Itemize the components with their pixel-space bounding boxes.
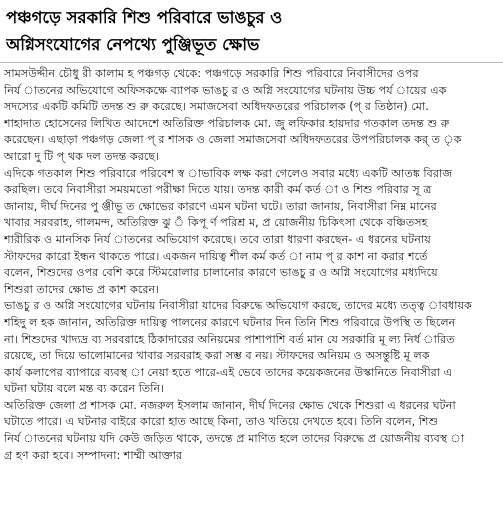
headline-line: পঞ্চগড়ে সরকারি শিশু পরিবারে ভাঙচুর ও [6,8,283,27]
article-headline [6,4,498,58]
body-line: ঘটাতে পারে। এ ঘটনার বাইরে কারো হাত আছে কিনা, তাও খতিয়ে দেখতে হবে। তিনি বলেন, শিশু [4,415,439,429]
body-line: স্টাফদের কারো ইন্ধন থাকতে পারে। একজন দায়িত্ব শীল কর্ম কর্ত া নাম প্ র কাশ না করার শর্তে [4,249,428,263]
headline-line: অগ্নিসংযোগের নেপথ্যে পুঞ্জিভূত ক্ষোভ [6,35,260,54]
paragraph-caretaker [4,298,499,398]
body-line: জানায়, দীর্ঘ দিনের পু ঞ্জীভূ ত ক্ষোভের কারণে এমন ঘটনা ঘটে। তারা জানায়, নিবাসীরা নিম্ন মানের [4,199,437,213]
body-line: গ্র হণ করা হবে। সম্পাদনা: শাম্মী আক্তার [4,448,183,462]
body-line: নির্য াতনের অভিযোগে অফিসকক্ষে ব্যাপক ভাঙচু র ও অগ্নি সংযোগের ঘটনায় উচ্চ পর্য ায়ের এক [4,83,447,97]
paragraph-intro [4,66,499,166]
body-line: করেছেন। এছাড়া পঞ্চগড় জেলা প্ র শাসক ও জেলা সমাজসেবা অধিদফতরের উপপরিচালক কর্ ত ৃক [4,133,462,147]
paragraph-administrator [4,398,499,464]
body-line: ভাঙচু র ও অগ্নি সংযোগের ঘটনায় নিবাসীরা যাদের বিরুদ্ধে অভিযোগ করছে, তাদের মধ্যে তত্ত্ব াবধায়ক [4,299,472,313]
body-line: শাহাদাত হোসেনের লিখিত আদেশে অতিরিক্ত পরিচালক মো. জু লফিকার হায়দার গতকাল তদন্ত শু রু [4,116,450,130]
body-line: শিশুরা তাদের ক্ষোভ প্র কাশ করেন। [4,282,160,296]
body-line: সামসউদ্দীন চৌধু রী কালাম হ পঞ্চগড় থেকে: পঞ্চগড়ে সরকারি শিশু পরিবারে নিবাসীদের ওপর [4,67,419,80]
body-line: না। শিশুদের খাদ্যদ্র ব্য সরবরাহে ঠিকাদারের অনিয়মের পাশাপাশি বর্ত মান যে সরকারি মূ ল্য নির্ধ ারিত [4,332,455,346]
body-line: অতিরিক্ত জেলা প্র শাসক মো. নজরুল ইসলাম জানান, দীর্ঘ দিনের ক্ষোভ থেকে শিশুরা এ ধরনের ঘটনা [4,398,456,412]
body-line: শারীরিক ও মানসিক নির্য াতনের অভিযোগ করেছে। তবে তারা ধারণা করছেন- এ ধরনের ঘটনায় [4,232,431,246]
body-line: আরো দু টি প্ থক দল তদন্ত করছে। [4,149,160,163]
body-line: সদস্যের একটি কমিটি তদন্ত শু রু করেছে। সমাজসেবা অধিদফতরের পরিচালক (প্ র তিষ্ঠান) মো. [4,100,429,114]
body-line: নির্য াতনের ঘটনায় যদি কেউ জড়িত থাকে, তদন্তে প্র মাণিত হলে তাদের বিরুদ্ধে প্র য়োজনীয় ব্যবস্থ া [4,432,465,446]
body-line: এদিকে গতকাল শিশু পরিবারে পরিবেশ স্ব াভাবিক লক্ষ করা গেলেও সবার মধ্যে একটি আতঙ্ক বিরাজ [4,166,453,180]
body-line: করছিল। তবে নিবাসীরা সময়মতো পরীক্ষা দিতে যায়। তদন্ত কারী কর্ম কর্ত া ও শিশু পরিবার সূ ত্র [4,183,432,197]
body-line: কার্য কলাপের ব্যাপারে ব্যবস্থ া নেয়া হতে পারে-এই ভেবে তাদের কয়েকজনের উস্কানিতে নিবাসীরা এ [4,365,453,379]
article-body [4,66,499,464]
body-line: ঘটনা ঘটায় বলে মন্ত ব্য করেন তিনি। [4,382,165,396]
headline-divider [0,62,503,63]
paragraph-investigation [4,166,499,299]
body-line: খাবার সরবরাহ, গালমন্দ, অতিরিক্ত ঝু ঁ কিপূ র্ণ পরিশ্র ম, প্র য়োজনীয় চিকিৎসা থেকে বঞ্চিতসহ [4,216,428,230]
body-line: রয়েছে, তা দিয়ে ভালোমানের খাবার সরবরাহ করা সম্ভ ব নয়। স্টাফদের অনিয়ম ও অসন্তুষ্টি মূ লক [4,349,430,363]
body-line: শহিদু ল হক জানান, অতিরিক্ত দায়িত্ব পালনের কারণে ঘটনার দিন তিনি শিশু পরিবারে উপস্থি ত ছিলেন [4,315,456,329]
body-line: বলেন, শিশুদের ওপর বেশি করে স্টিমরোলার চালানোর কারণে ভাঙচু র ও অগ্নি সংযোগের মধ্যদিয়ে [4,266,438,280]
